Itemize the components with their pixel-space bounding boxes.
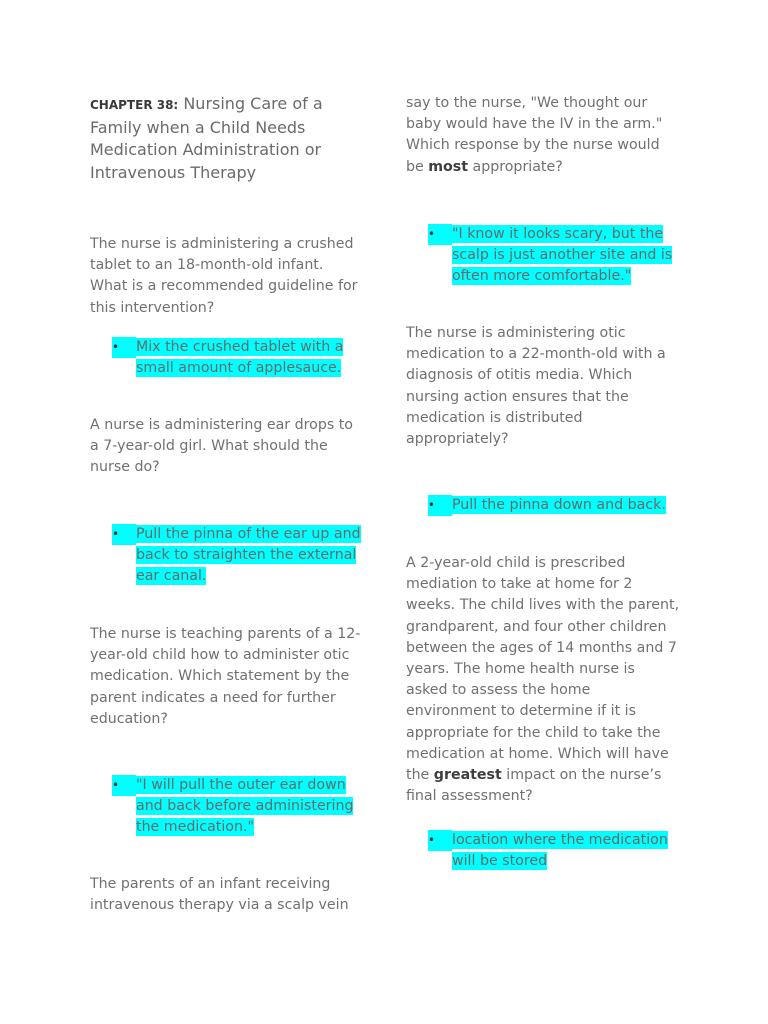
chapter-heading bbox=[90, 93, 364, 184]
chapter-title: Nursing Care of a Family when a Child Needs Medication Administration or Intravenous Therapy bbox=[90, 94, 323, 182]
question-6-emphasis: greatest bbox=[433, 767, 502, 784]
answer-6 bbox=[428, 830, 684, 872]
answer-4 bbox=[428, 224, 684, 288]
bullet-icon: • bbox=[112, 337, 136, 358]
question-4-text-end: appropriate? bbox=[468, 158, 563, 175]
question-2: A nurse is administering ear drops to a 7-year-old girl. What should the nurse do? bbox=[90, 417, 353, 476]
answer-1 bbox=[112, 337, 368, 379]
question-4-continued bbox=[406, 93, 680, 178]
answer-5-text: Pull the pinna down and back. bbox=[452, 497, 666, 513]
question-5: The nurse is administering otic medication to a 22-month-old with a diagnosis of otitis media. Which nursing action ensures that the medication is distributed appropriately? bbox=[406, 325, 666, 448]
question-4-text: say to the nurse, "We thought our baby would have the IV in the arm." Which response by the nurse would be bbox=[406, 95, 663, 175]
answer-3 bbox=[112, 775, 368, 839]
chapter-label: CHAPTER 38: bbox=[90, 98, 179, 112]
question-1: The nurse is administering a crushed tablet to an 18-month-old infant. What is a recommended guideline for this intervention? bbox=[90, 236, 358, 316]
bullet-icon: • bbox=[428, 224, 452, 245]
question-6 bbox=[406, 553, 680, 807]
bullet-icon: • bbox=[428, 830, 452, 851]
answer-6-text: location where the medication will be stored bbox=[452, 832, 668, 870]
answer-1-text: Mix the crushed tablet with a small amount of applesauce. bbox=[136, 339, 344, 377]
bullet-icon: • bbox=[112, 775, 136, 796]
question-3: The nurse is teaching parents of a 12-year-old child how to administer otic medication. Which statement by the parent indicates a need for further education? bbox=[90, 626, 361, 727]
answer-5 bbox=[428, 495, 684, 516]
question-4-emphasis: most bbox=[428, 158, 469, 175]
bullet-icon: • bbox=[428, 495, 452, 516]
answer-4-text: "I know it looks scary, but the scalp is just another site and is often more comfortable." bbox=[452, 226, 673, 285]
question-6-text: A 2-year-old child is prescribed mediation to take at home for 2 weeks. The child lives with the parent, grandparent, and four other children between the ages of 14 months and 7 years. The home health nurse is asked to assess the home environment to determine if it is appropriate for the child to take the medication at home. Which will have the bbox=[406, 555, 680, 784]
bullet-icon: • bbox=[112, 524, 136, 545]
answer-2 bbox=[112, 524, 368, 588]
question-6-text-end: impact on the nurse’s final assessment? bbox=[406, 767, 662, 805]
answer-3-text: "I will pull the outer ear down and back before administering the medication." bbox=[136, 777, 354, 836]
answer-2-text: Pull the pinna of the ear up and back to straighten the external ear canal. bbox=[136, 526, 361, 585]
question-4-start: The parents of an infant receiving intravenous therapy via a scalp vein bbox=[90, 876, 349, 914]
